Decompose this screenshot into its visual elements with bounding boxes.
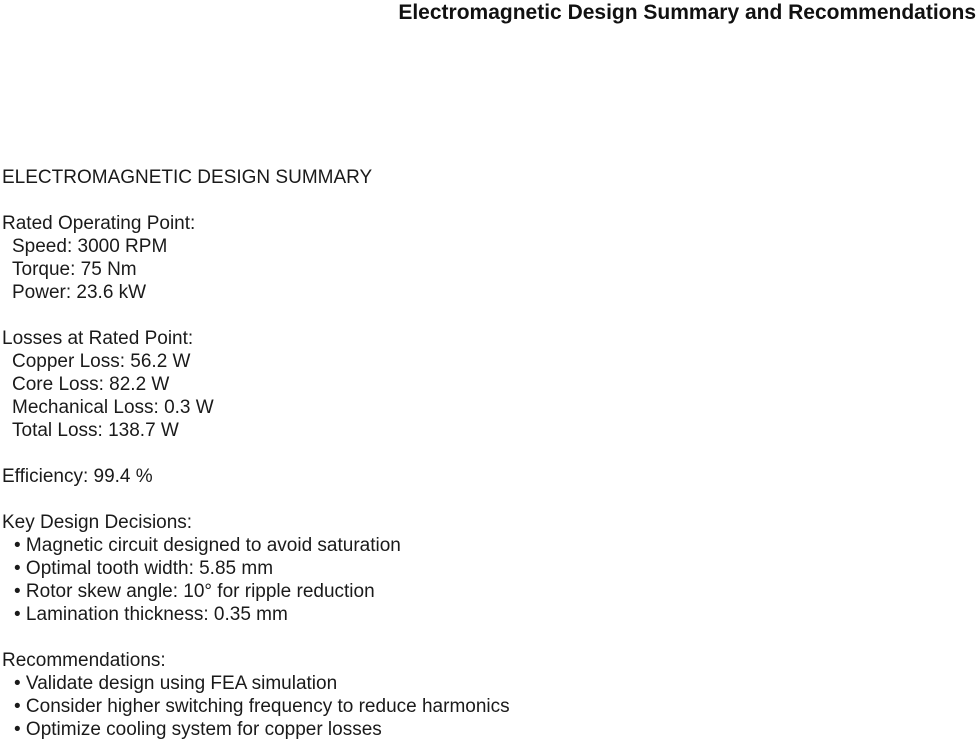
decision-item: • Rotor skew angle: 10° for ripple reduction — [14, 581, 375, 602]
core-loss: Core Loss: 82.2 W — [12, 374, 170, 395]
summary-heading: ELECTROMAGNETIC DESIGN SUMMARY — [2, 167, 373, 188]
recommendation-item: • Optimize cooling system for copper losses — [14, 719, 382, 740]
spacer — [2, 189, 972, 212]
copper-loss: Copper Loss: 56.2 W — [12, 351, 191, 372]
recommendations-label: Recommendations: — [2, 650, 166, 671]
spacer — [2, 304, 972, 327]
recommendation-item: • Validate design using FEA simulation — [14, 673, 338, 694]
decision-item: • Optimal tooth width: 5.85 mm — [14, 558, 274, 579]
decisions-label: Key Design Decisions: — [2, 512, 193, 533]
spacer — [2, 442, 972, 465]
rated-torque: Torque: 75 Nm — [12, 259, 137, 280]
recommendation-item: • Consider higher switching frequency to reduce harmonics — [14, 696, 510, 717]
rated-speed: Speed: 3000 RPM — [12, 236, 168, 257]
rated-power: Power: 23.6 kW — [12, 282, 147, 303]
total-loss: Total Loss: 138.7 W — [12, 420, 179, 441]
spacer — [2, 488, 972, 511]
rated-point-label: Rated Operating Point: — [2, 213, 196, 234]
efficiency: Efficiency: 99.4 % — [2, 466, 153, 487]
losses-label: Losses at Rated Point: — [2, 328, 194, 349]
spacer — [2, 626, 972, 649]
decision-item: • Magnetic circuit designed to avoid saturation — [14, 535, 401, 556]
decision-item: • Lamination thickness: 0.35 mm — [14, 604, 288, 625]
mechanical-loss: Mechanical Loss: 0.3 W — [12, 397, 214, 418]
page-title: Electromagnetic Design Summary and Recommendations — [398, 1, 976, 24]
summary-text-block — [2, 166, 972, 741]
